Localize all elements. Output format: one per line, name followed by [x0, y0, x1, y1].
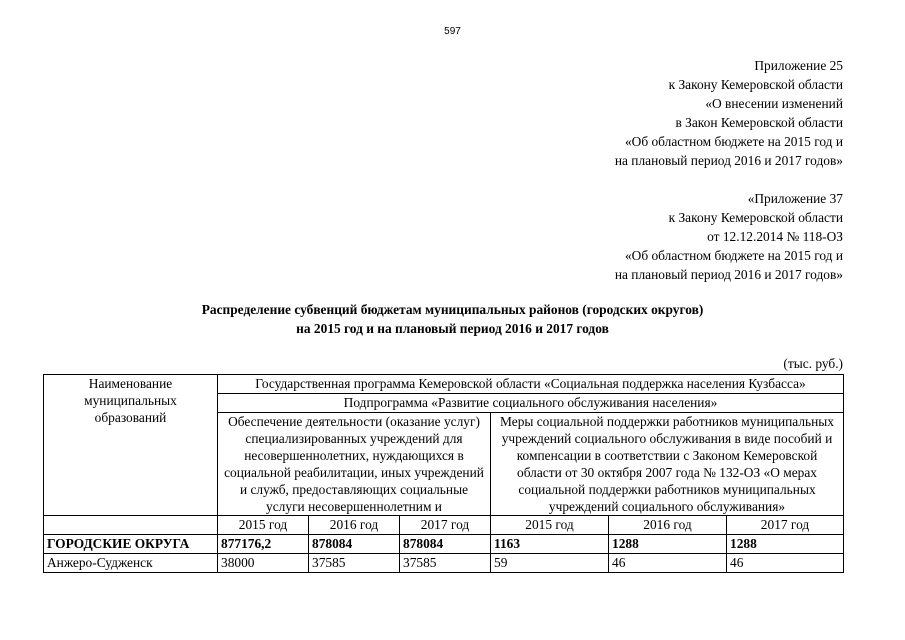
appendix-25-line: на плановый период 2016 и 2017 годов» — [614, 153, 843, 168]
table-row — [44, 554, 844, 573]
header-year-blank — [44, 516, 218, 535]
appendix-37-line: на плановый период 2016 и 2017 годов» — [614, 267, 843, 282]
units-label: (тыс. руб.) — [783, 356, 843, 371]
header-measure-2 — [491, 413, 844, 516]
header-municipality-name: Наименование муниципальных образований — [44, 375, 218, 516]
row-name: ГОРОДСКИЕ ОКРУГА — [44, 535, 218, 554]
row-value: 37585 — [309, 554, 400, 573]
row-value: 1288 — [727, 535, 844, 554]
appendix-37-line: от 12.12.2014 № 118-ОЗ — [707, 229, 843, 244]
subventions-table — [43, 374, 844, 573]
appendix-37-line: «Об областном бюджете на 2015 год и — [624, 248, 843, 263]
document-title-line-1: Распределение субвенций бюджетам муниципальных районов (городских округов) — [201, 302, 704, 317]
header-measure-1 — [218, 413, 491, 516]
document-title-line-2: на 2015 год и на плановый период 2016 и 2017 годов — [296, 321, 609, 336]
header-program: Государственная программа Кемеровской области «Социальная поддержка населения Кузбасса» — [218, 375, 844, 394]
appendix-25-line: в Закон Кемеровской области — [675, 115, 843, 130]
row-value: 878084 — [400, 535, 491, 554]
header-year: 2016 год — [609, 516, 727, 535]
row-value: 878084 — [309, 535, 400, 554]
row-value: 37585 — [400, 554, 491, 573]
row-name: Анжеро-Судженск — [44, 554, 218, 573]
row-value: 38000 — [218, 554, 309, 573]
document-title — [0, 300, 905, 338]
header-subprogram: Подпрограмма «Развитие социального обслуживания населения» — [218, 394, 844, 413]
row-value: 877176,2 — [218, 535, 309, 554]
row-value: 46 — [727, 554, 844, 573]
header-year: 2015 год — [491, 516, 609, 535]
row-value: 59 — [491, 554, 609, 573]
header-year: 2017 год — [400, 516, 491, 535]
appendix-25-line: «О внесении изменений — [705, 96, 843, 111]
page-number: 597 — [444, 26, 461, 37]
row-value: 1288 — [609, 535, 727, 554]
appendix-37-line: «Приложение 37 — [747, 191, 843, 206]
appendix-25-line: «Об областном бюджете на 2015 год и — [624, 134, 843, 149]
header-year: 2017 год — [727, 516, 844, 535]
appendix-25-header — [615, 56, 843, 170]
appendix-25-line: Приложение 25 — [754, 58, 843, 73]
header-year: 2016 год — [309, 516, 400, 535]
row-value: 46 — [609, 554, 727, 573]
header-measure-2-text: Меры социальной поддержки работников муниципальных учреждений социального обслуживания в виде пособий и компенсации в соответствии с Законом Кемеровской области от 30 октября 2007 года № 132-ОЗ «О мерах социальной поддержки работников муниципальных учреждений социального обслуживания» — [500, 414, 834, 514]
header-measure-1-text: Обеспечение деятельности (оказание услуг) специализированных учреждений для несовершеннолетних, нуждающихся в социальной реабилитации, иных учреждений и служб, предоставляющих социальные услуги несовершеннолетним и — [224, 414, 484, 514]
appendix-25-line: к Закону Кемеровской области — [668, 77, 843, 92]
row-value: 1163 — [491, 535, 609, 554]
appendix-37-line: к Закону Кемеровской области — [668, 210, 843, 225]
appendix-37-header — [615, 189, 843, 284]
table-row — [44, 535, 844, 554]
header-year: 2015 год — [218, 516, 309, 535]
